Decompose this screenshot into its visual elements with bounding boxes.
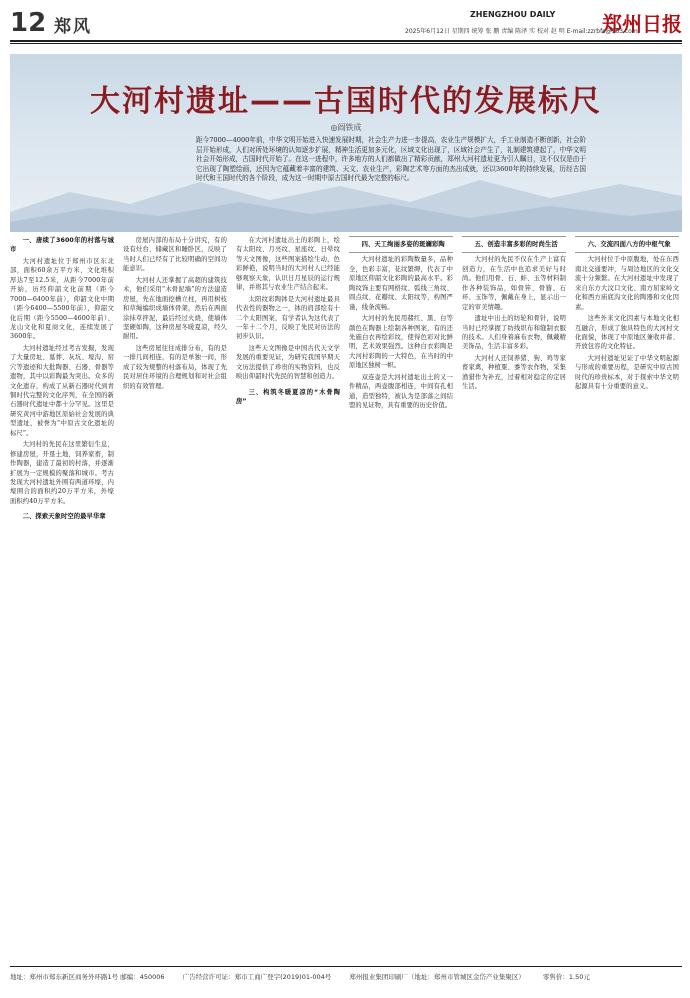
paragraph: 这些外来文化因素与本地文化相互融合，形成了独具特色的大河村文化面貌，体现了中原地区兼收并蓄、开放包容的文化特征。 — [575, 315, 679, 351]
paragraph: 房屋内部的布局十分讲究，有的设有灶台、储藏区和睡卧区，反映了当时人们已经有了比较明确的空间功能意识。 — [123, 237, 227, 273]
column-2 — [123, 236, 227, 954]
paper-logo: 郑州日报 — [602, 12, 682, 36]
article-lede: 距今7000—4000年前，中华文明开始进入快速发展时期，社会生产力进一步提高，农业生产规模扩大，手工业制造不断创新，社会阶层开始形成，人们对所处环境的认知逐步扩展，精神生活更加多元化，区域文化出现了，区域社会产生了，礼制建筑建起了，中华文明社会开始形成，古国时代开始了。在这一进程中，许多地方的人们都做出了精彩贡献，郑州大河村遗址更为引人瞩目，这不仅仅是由于它出现了陶塑绘画，还因为它蕴藏着丰富的建筑、天文、农业生产，彩陶艺术等方面的杰出成就，还以3600年的持续发展，历经古国时代和王国时代的各个阶段，成为这一时期中原古国时代最为完整的标尺。 — [196, 136, 586, 183]
column-5 — [462, 236, 566, 954]
paragraph: 大河村的先民用赭红、黑、白等颜色在陶器上绘制各种图案，有的还先施白衣再绘彩纹，使得色彩对比鲜明，艺术效果强烈。这种白衣彩陶是大河村彩陶的一大特色，在当时的中原地区独树一帜。 — [349, 315, 453, 370]
page-header — [10, 8, 682, 40]
section-name: 郑风 — [54, 17, 92, 37]
paragraph: 太阳纹彩陶钵是大河村遗址最具代表性的器物之一，钵的肩部绘有十二个太阳图案，有学者认为这代表了一年十二个月，反映了先民对历法的初步认识。 — [236, 295, 340, 341]
header-rule-thin — [10, 43, 682, 44]
column-4 — [349, 236, 453, 954]
paragraph: 在大河村遗址出土的彩陶上，绘有太阳纹、月亮纹、星座纹、日晕纹等天文图像，这些图案描绘生动，色彩鲜艳，说明当时的大河村人已经能够观察天象，认识日月星辰的运行规律，并将其与农业生产结合起来。 — [236, 237, 340, 292]
footer-rule — [10, 966, 682, 967]
paragraph: 双连壶是大河村遗址出土的又一件精品，两壶腹部相连，中间有孔相通，造型独特，被认为是部落之间结盟的见证物，具有重要的历史价值。 — [349, 373, 453, 409]
paragraph: 大河村的先民在这里繁衍生息，修建房屋，开垦土地，饲养家畜，制作陶器，建造了最初的村落，并逐渐扩展为一定规模的聚落和城市。考古发现大河村遗址外围有两道环壕，内壕围合的面积约20万平方米，外壕面积约40万平方米。 — [10, 441, 114, 505]
section-heading-3: 三、构筑冬暖夏凉的“木骨陶房” — [236, 388, 340, 405]
title-banner — [10, 54, 682, 232]
paragraph: 这些天文图像是中国古代天文学发展的重要见证，为研究我国早期天文历法提供了珍贵的实物资料，也反映出仰韶时代先民的智慧和创造力。 — [236, 344, 340, 381]
footer-printer: 郑州报业集团印刷厂（地址：郑州市管城区金岱产业集聚区） — [349, 973, 525, 981]
footer-address: 地址：郑州市郑东新区商务外环路1号 邮编：450006 — [10, 973, 165, 981]
paragraph: 大河村的先民不仅在生产上富有创造力，在生活中也追求美好与时尚。他们用骨、石、蚌、玉等材料制作各种装饰品，如骨笄、骨簪、石环、玉饰等，佩戴在身上，显示出一定的审美情趣。 — [462, 256, 566, 311]
column-1 — [10, 236, 114, 954]
page-number: 12 — [10, 8, 47, 38]
paragraph: 大河村遗址见证了中华文明起源与形成的重要历程，是研究中原古国时代的珍贵标本，对于探索中华文明起源具有十分重要的意义。 — [575, 354, 679, 391]
paragraph: 遗址中出土的纺轮和骨针，说明当时已经掌握了纺线织布和缝制衣服的技术。人们身着麻布衣物，佩戴精美饰品，生活丰富多彩。 — [462, 315, 566, 351]
section-heading-1: 一、唐续了3600年的村落与城市 — [10, 237, 114, 254]
section-heading-5: 五、创造丰富多彩的时尚生活 — [462, 236, 566, 253]
paragraph: 大河村遗址位于郑州市区东北部，面积60余万平方米，文化堆积厚达7至12.5米，从距今7000年前开始，历经仰韶文化前期（距今7000—6400年前），仰韶文化中期（距今6400—5500年前），仰韶文化后期（距今5500—4600年前）、龙山文化和夏商文化，连续发展了3600年。 — [10, 257, 114, 341]
column-3 — [236, 236, 340, 954]
issue-meta: 2025年6月12日 星期四 统筹 张 鹏 责编 陈泽 实 校对 赵 明 E-mail:zzrbfc@163.com — [405, 28, 638, 35]
paragraph: 大河村人还掌握了高超的建筑技术，他们采用“木骨泥墙”的方法建造房屋，先在地面挖槽立柱，再用树枝和草绳编织成墙体骨架，然后在两面涂抹草拌泥，最后经过火烧，使墙体坚硬如陶，这种房屋冬暖夏凉，经久耐用。 — [123, 276, 227, 341]
header-rule — [10, 40, 682, 42]
article-body — [10, 236, 682, 954]
paragraph: 大河村位于中原腹地，处在东西南北交通要冲，与周边地区的文化交流十分频繁。在大河村遗址中发现了来自东方大汶口文化、南方屈家岭文化和西方庙底沟文化的陶器和文化因素。 — [575, 256, 679, 311]
paragraph: 大河村遗址经过考古发掘，发现了大量房址、墓葬、灰坑、壕沟、窑穴等遗迹和大批陶器、石器、骨器等遗物，其中以彩陶最为突出。众多的文化遗存，构成了从新石器时代到青铜时代完整的文化序列，在全国的新石器时代遗址中都十分罕见。这里是研究黄河中游地区原始社会发展的典型遗址，被誉为“中原古文化遗址的标尺”。 — [10, 344, 114, 437]
section-heading-2: 二、探索天象时空的最早华章 — [22, 513, 106, 521]
paragraph: 这些房屋往往成排分布，有的是一排几间相连，有的是单独一间，形成了较为规整的村落布局，体现了先民对居住环境的合理规划和对社会组织的有效管理。 — [123, 344, 227, 390]
footer-price: 零售价：1.50元 — [542, 973, 590, 981]
article-byline: ◎阎铁成 — [330, 123, 362, 132]
article-title: 大河村遗址——古国时代的发展标尺 — [90, 84, 602, 119]
paragraph: 大河村人还饲养猪、狗、鸡等家畜家禽，种植粟、黍等农作物，采集渔猎作为补充，过着相对稳定的定居生活。 — [462, 354, 566, 391]
section-heading-4: 四、天工绚丽多姿的斑斓彩陶 — [349, 236, 453, 253]
paper-name-english: ZHENGZHOU DAILY — [470, 10, 556, 19]
column-6 — [575, 236, 679, 954]
footer-license: 广告经营许可证：郑市工商广登字(2019)01-004号 — [182, 973, 332, 981]
page-footer — [10, 972, 682, 981]
section-heading-6: 六、交流四面八方的中枢气象 — [575, 236, 679, 253]
paragraph: 大河村遗址的彩陶数量多，品种全，色彩丰富，花纹繁缛，代表了中原地区仰韶文化彩陶的最高水平。彩陶纹饰主要有网格纹、弧线三角纹、圆点纹、花瓣纹、太阳纹等，构图严谨，线条流畅。 — [349, 256, 453, 311]
